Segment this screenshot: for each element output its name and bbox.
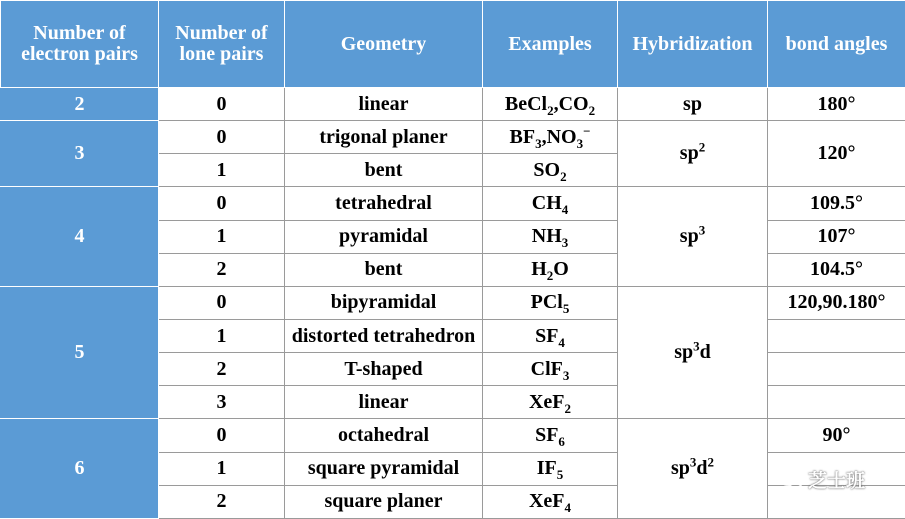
formula-part: H [531,258,547,281]
formula-part: 2 [546,268,554,284]
bond-angle-cell [768,452,905,485]
example-formula-cell [483,286,618,319]
geometry-cell: bent [285,154,483,187]
lone-pairs-cell: 2 [159,253,285,286]
hybridization-cell [618,286,768,419]
example-formula-cell [483,154,618,187]
example-formula-cell [483,121,618,154]
lone-pairs-cell: 3 [159,386,285,419]
formula-part: IF [536,457,557,480]
geometry-cell: trigonal planer [285,121,483,154]
formula-part: 2 [564,400,572,416]
geometry-cell: tetrahedral [285,187,483,220]
formula-part: SF [535,324,559,347]
bond-angle-cell: 104.5° [768,253,905,286]
formula-part: 2 [588,102,596,118]
lone-pairs-cell: 1 [159,220,285,253]
example-formula-cell [483,253,618,286]
table-body [1,88,905,519]
lone-pairs-cell: 1 [159,319,285,352]
bond-angle-cell [768,485,905,518]
bond-angle-cell: 120,90.180° [768,286,905,319]
example-formula-cell [483,485,618,518]
formula-part: XeF [528,490,565,513]
table-row [1,187,905,220]
geometry-cell: bipyramidal [285,286,483,319]
bond-angle-cell [768,319,905,352]
formula-part: ,CO [553,92,589,115]
formula-part: SO [533,158,561,181]
formula-part: ClF [530,357,563,380]
lone-pairs-cell: 2 [159,353,285,386]
bond-angle-cell: 90° [768,419,905,452]
formula-part: 6 [558,433,565,449]
lone-pairs-cell: 0 [159,286,285,319]
lone-pairs-cell: 0 [159,88,285,121]
bond-angle-cell: 180° [768,88,905,121]
hybridization-cell [618,419,768,519]
hybridization-cell [618,121,768,187]
formula-part: 3 [535,135,542,151]
formula-part: SF [535,423,559,446]
formula-part: XeF [528,390,565,413]
formula-part: PCl [530,291,563,314]
hybridization-part: d [696,457,708,480]
geometry-cell: pyramidal [285,220,483,253]
electron-pairs-cell: 5 [1,286,159,419]
hybridization-part: 2 [698,139,706,155]
formula-part: 4 [561,201,569,217]
example-formula-cell [483,88,618,121]
header-row [1,1,905,88]
geometry-cell: square planer [285,485,483,518]
header-lone-pairs: Number of lone pairs [159,1,285,88]
formula-part: 5 [562,301,570,317]
formula-part: − [583,123,591,139]
formula-part: ,NO [541,125,577,148]
formula-part: BeCl [504,92,548,115]
geometry-cell: bent [285,253,483,286]
geometry-cell: linear [285,386,483,419]
example-formula-cell [483,353,618,386]
header-geometry: Geometry [285,1,483,88]
hybridization-part: sp [679,225,699,248]
electron-pairs-cell: 3 [1,121,159,187]
formula-part: BF [509,125,536,148]
hybridization-part: sp [674,341,694,364]
formula-part: CH [531,191,562,214]
electron-pairs-cell: 4 [1,187,159,286]
lone-pairs-cell: 0 [159,121,285,154]
bond-angle-cell: 120° [768,121,905,187]
formula-part: 3 [562,367,570,383]
hybridization-part: 3 [693,338,700,354]
lone-pairs-cell: 2 [159,485,285,518]
formula-part: 4 [564,500,572,516]
hybridization-part: 2 [707,454,715,470]
hybridization-part: sp [679,142,699,165]
bond-angle-cell [768,353,905,386]
hybridization-part: 3 [698,222,706,238]
table-row [1,286,905,319]
header-examples: Examples [483,1,618,88]
formula-part: 4 [558,334,565,350]
example-formula-cell [483,220,618,253]
geometry-cell: linear [285,88,483,121]
hybridization-part: d [699,341,711,364]
header-electron-pairs: Number of electron pairs [1,1,159,88]
hybridization-cell [618,88,768,121]
example-formula-cell [483,319,618,352]
electron-pairs-cell: 6 [1,419,159,519]
hybridization-part: sp [670,457,690,480]
geometry-cell: square pyramidal [285,452,483,485]
hybridization-part: 3 [689,454,697,470]
lone-pairs-cell: 1 [159,452,285,485]
hybridization-cell [618,187,768,286]
bond-angle-cell [768,386,905,419]
formula-part: 5 [556,467,564,483]
header-bond-angles: bond angles [768,1,905,88]
example-formula-cell [483,187,618,220]
geometry-cell: distorted tetrahedron [285,319,483,352]
formula-part: 3 [561,235,569,251]
example-formula-cell [483,386,618,419]
watermark-text: 芝士班 [808,470,866,492]
formula-part: 2 [560,168,567,184]
electron-pairs-cell: 2 [1,88,159,121]
header-hybridization: Hybridization [618,1,768,88]
hybridization-part: sp [683,92,702,115]
geometry-cell: octahedral [285,419,483,452]
lone-pairs-cell: 0 [159,187,285,220]
bond-angle-cell: 107° [768,220,905,253]
formula-part: 2 [547,102,554,118]
lone-pairs-cell: 0 [159,419,285,452]
table-row [1,121,905,154]
bond-angle-cell: 109.5° [768,187,905,220]
formula-part: NH [531,225,562,248]
formula-part: O [553,258,569,281]
formula-part: 3 [576,135,584,151]
table-row [1,88,905,121]
geometry-cell: T-shaped [285,353,483,386]
table-row [1,419,905,452]
example-formula-cell [483,419,618,452]
lone-pairs-cell: 1 [159,154,285,187]
example-formula-cell [483,452,618,485]
